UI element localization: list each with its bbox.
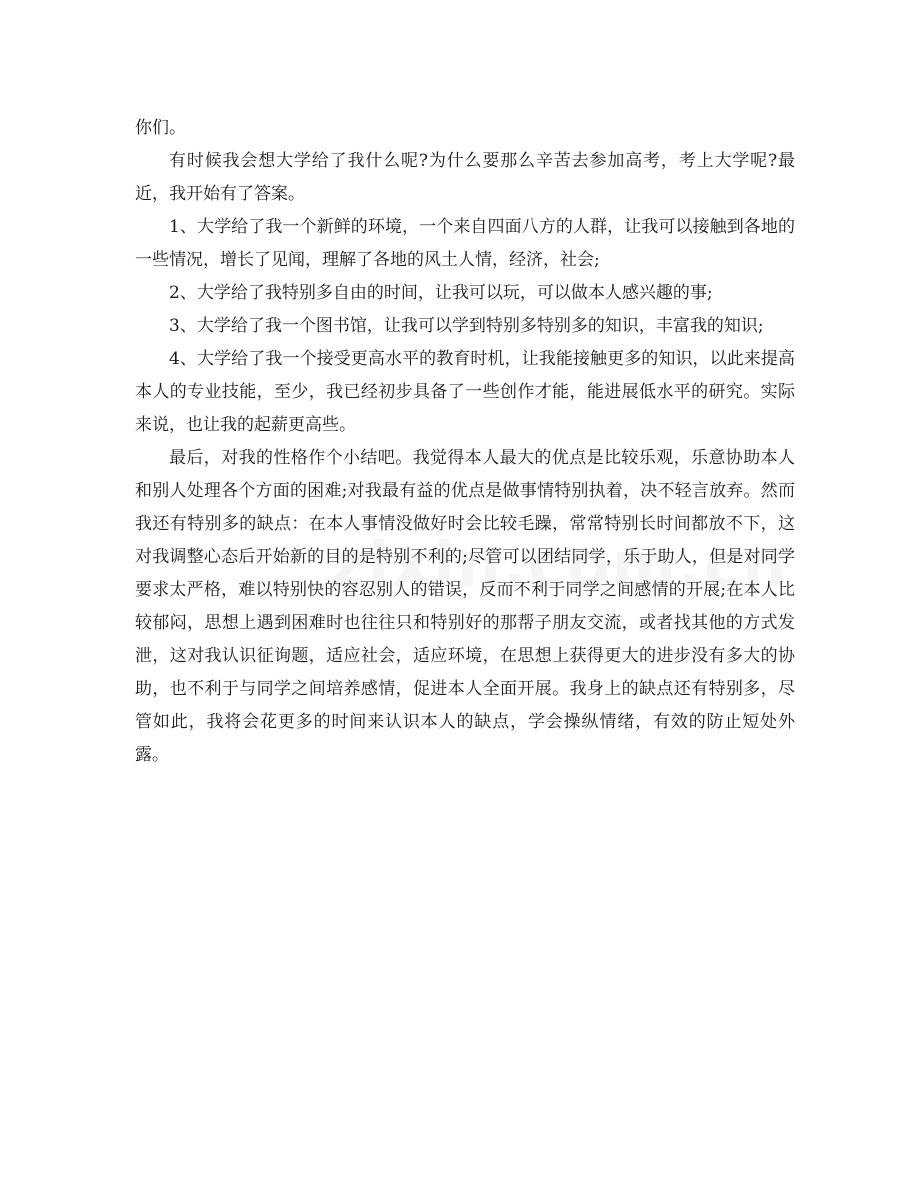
paragraph-3: 1、大学给了我一个新鲜的环境，一个来自四面八方的人群，让我可以接触到各地的一些情况，增长了见闻，理解了各地的风土人情，经济，社会;: [135, 217, 795, 270]
paragraph-6: 4、大学给了我一个接受更高水平的教育时机，让我能接触更多的知识，以此来提高本人的专业技能，至少，我已经初步具备了一些创作才能，能进展低水平的研究。实际来说，也让我的起薪更高些。: [135, 349, 795, 435]
paragraph-4: 2、大学给了我特别多自由的时间，让我可以玩，可以做本人感兴趣的事;: [169, 283, 713, 303]
paragraph-7: 最后，对我的性格作个小结吧。我觉得本人最大的优点是比较乐观，乐意协助本人和别人处理各个方面的困难;对我最有益的优点是做事情特别执着，决不轻言放弃。然而我还有特别多的缺点：在本人事情没做好时会比较毛躁，常常特别长时间都放不下，这对我调整心态后开始新的目的是特别不利的;尽管可以团结同学，乐于助人，但是对同学要求太严格，难以特别快的容忍别人的错误，反而不利于同学之间感情的开展;在本人比较郁闷，思想上遇到困难时也往往只和特别好的那帮子朋友交流，或者找其他的方式发泄，这对我认识征询题，适应社会，适应环境，在思想上获得更大的进步没有多大的协助，也不利于与同学之间培养感情，促进本人全面开展。我身上的缺点还有特别多，尽管如此，我将会花更多的时间来认识本人的缺点，学会操纵情绪，有效的防止短处外露。: [135, 448, 795, 765]
paragraph-1: 你们。: [135, 118, 186, 138]
paragraph-2: 有时候我会想大学给了我什么呢?为什么要那么辛苦去参加高考，考上大学呢?最近，我开始有了答案。: [135, 151, 795, 204]
paragraph-5: 3、大学给了我一个图书馆，让我可以学到特别多特别多的知识，丰富我的知识;: [169, 316, 764, 336]
document-body: [135, 112, 795, 772]
